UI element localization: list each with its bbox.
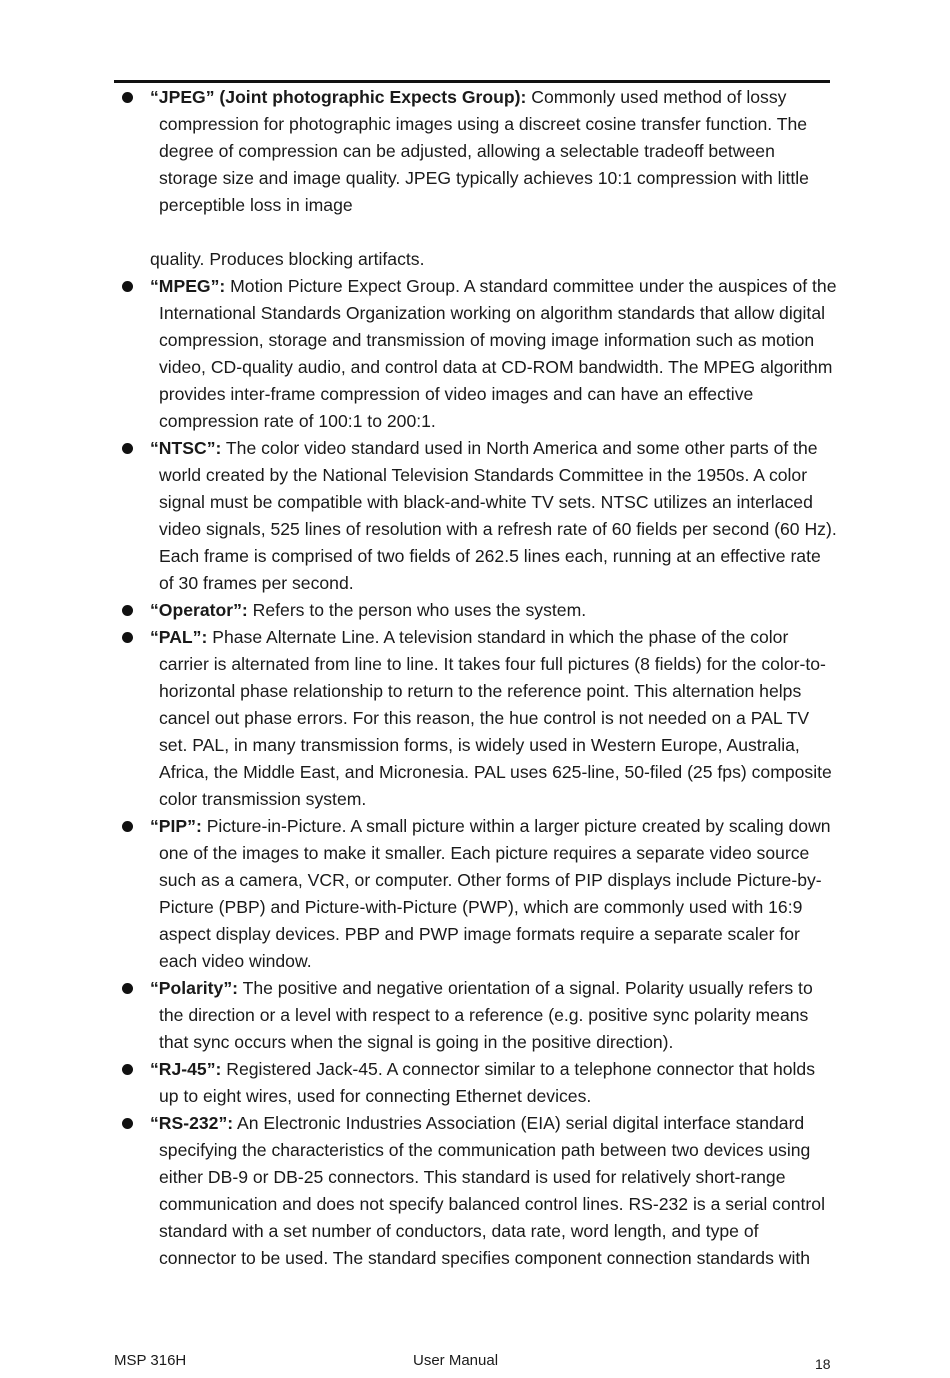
- entry-body: [150, 597, 838, 624]
- bullet-icon: [122, 1118, 133, 1129]
- glossary-entry-polarity: [122, 975, 838, 1056]
- bullet-icon: [122, 281, 133, 292]
- entry-body: [150, 975, 838, 1056]
- entry-body: [150, 1110, 838, 1272]
- glossary-definition: Phase Alternate Line. A television standard in which the phase of the color carrier is alternated from line to line. It takes four full pictures (8 fields) for the color-to-horizontal phase relationship to return to the reference point. This alternation helps cancel out phase errors. For this reason, the hue control is not needed on a PAL TV set. PAL, in many transmission forms, is widely used in Western Europe, Australia, Africa, the Middle East, and Micronesia. PAL uses 625-line, 50-filed (25 fps) composite color transmission system.: [159, 627, 832, 809]
- glossary-term: “Polarity”:: [150, 978, 238, 998]
- glossary-term: “PIP”:: [150, 816, 202, 836]
- bullet-icon: [122, 983, 133, 994]
- bullet-icon: [122, 632, 133, 643]
- entry-body: [150, 273, 838, 435]
- entry-body: [150, 1056, 838, 1110]
- entry-body: [150, 813, 838, 975]
- entry-body: [150, 624, 838, 813]
- bullet-icon: [122, 605, 133, 616]
- glossary-entry-rj45: [122, 1056, 838, 1110]
- glossary-term: “PAL”:: [150, 627, 208, 647]
- glossary-entry-pal: [122, 624, 838, 813]
- glossary-term: “Operator”:: [150, 600, 248, 620]
- glossary-term: “MPEG”:: [150, 276, 226, 296]
- glossary-entry-jpeg: [122, 84, 838, 273]
- bullet-icon: [122, 443, 133, 454]
- bullet-icon: [122, 821, 133, 832]
- glossary-entry-mpeg: [122, 273, 838, 435]
- glossary-entry-ntsc: [122, 435, 838, 597]
- footer-title: User Manual: [413, 1352, 499, 1369]
- glossary-definition: Refers to the person who uses the system.: [247, 600, 587, 620]
- glossary-entry-operator: [122, 597, 838, 624]
- glossary-term: “JPEG” (Joint photographic Expects Group):: [150, 87, 527, 107]
- glossary-definition: Registered Jack-45. A connector similar to a telephone connector that holds up to eight wires, used for connecting Ethernet devices.: [159, 1059, 816, 1106]
- glossary-term: “RS-232”:: [150, 1113, 234, 1133]
- entry-body: [150, 435, 838, 597]
- glossary-definition: Motion Picture Expect Group. A standard committee under the auspices of the International Standards Organization working on algorithm standards that allow digital compression, storage and transmission of moving image information such as motion video, CD-quality audio, and control data at CD-ROM bandwidth. The MPEG algorithm provides inter-frame compression of video images and can have an effective compression rate of 100:1 to 200:1.: [159, 276, 837, 431]
- entry-body: [150, 84, 838, 219]
- glossary-entry-rs232: [122, 1110, 838, 1272]
- glossary-definition: The color video standard used in North America and some other parts of the world created by the National Television Standards Committee in the 1950s. A color signal must be compatible with black-and-white TV sets. NTSC utilizes an interlaced video signals, 525 lines of resolution with a refresh rate of 60 fields per second (60 Hz). Each frame is comprised of two fields of 262.5 lines each, running at an effective rate of 30 frames per second.: [159, 438, 837, 593]
- glossary-definition: Picture-in-Picture. A small picture within a larger picture created by scaling down one of the images to make it smaller. Each picture requires a separate video source such as a camera, VCR, or computer. Other forms of PIP displays include Picture-by-Picture (PBP) and Picture-with-Picture (PWP), which are commonly used with 16:9 aspect display devices. PBP and PWP image formats require a separate scaler for each video window.: [159, 816, 831, 971]
- glossary-entry-pip: [122, 813, 838, 975]
- glossary-term: “RJ-45”:: [150, 1059, 222, 1079]
- glossary-definition: Commonly used method of lossy compression for photographic images using a discreet cosine transfer function. The degree of compression can be adjusted, allowing a selectable tradeoff between storage size and image quality. JPEG typically achieves 10:1 compression with little perceptible loss in image: [159, 87, 809, 215]
- glossary-continuation: quality. Produces blocking artifacts.: [150, 249, 425, 269]
- bullet-icon: [122, 92, 133, 103]
- page-number: 18: [815, 1356, 831, 1372]
- glossary-definition: An Electronic Industries Association (EIA) serial digital interface standard specifying the characteristics of the communication path between two devices using either DB-9 or DB-25 connectors. This standard is used for relatively short-range communication and does not specify balanced control lines. RS-232 is a serial control standard with a set number of conductors, data rate, word length, and type of connector to be used. The standard specifies component connection standards with: [159, 1113, 825, 1268]
- footer-model: MSP 316H: [114, 1352, 187, 1369]
- bullet-icon: [122, 1064, 133, 1075]
- header-rule: [114, 80, 830, 83]
- glossary-term: “NTSC”:: [150, 438, 222, 458]
- glossary-definition: The positive and negative orientation of a signal. Polarity usually refers to the direction or a level with respect to a reference (e.g. positive sync polarity means that sync occurs when the signal is going in the positive direction).: [159, 978, 813, 1052]
- glossary-list: [122, 84, 838, 1272]
